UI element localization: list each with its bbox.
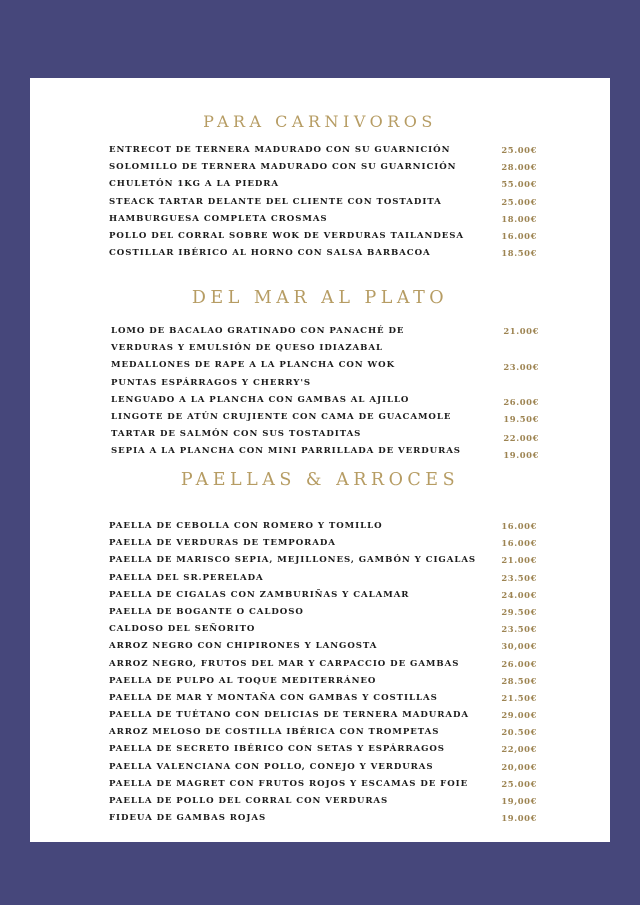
item-name: PAELLA DEL SR.PERELADA	[109, 572, 264, 583]
menu-item	[111, 443, 539, 460]
item-name: PAELLA DE MAR Y MONTAÑA CON GAMBAS Y COSTILLAS	[109, 692, 438, 703]
menu-item	[111, 409, 539, 426]
item-price: 25.00€	[501, 196, 537, 207]
section-title-carnivoros: PARA CARNIVOROS	[203, 112, 437, 131]
item-price: 29.50€	[501, 606, 537, 617]
item-price: 19.50€	[503, 413, 539, 424]
menu-item	[109, 707, 537, 724]
item-name: LENGUADO A LA PLANCHA CON GAMBAS AL AJILLO	[111, 394, 410, 405]
menu-item	[109, 776, 537, 793]
item-name: POLLO DEL CORRAL SOBRE WOK DE VERDURAS TAILANDESA	[109, 230, 465, 241]
item-price: 55.00€	[501, 179, 537, 190]
section-title-del-mar: DEL MAR AL PLATO	[191, 288, 449, 308]
menu-item	[109, 759, 537, 776]
item-price: 16.00€	[501, 521, 537, 531]
item-name: PAELLA DE VERDURAS DE TEMPORADA	[109, 538, 336, 549]
menu-item	[109, 793, 537, 810]
item-name: ARROZ NEGRO, FRUTOS DEL MAR Y CARPACCIO DE GAMBAS	[109, 658, 460, 669]
item-price: 25.00€	[501, 145, 537, 155]
item-price: 21.50€	[501, 692, 537, 703]
item-price: 29.00€	[501, 710, 537, 721]
item-name: PAELLA DE MAGRET CON FRUTOS ROJOS Y ESCAMAS DE FOIE	[109, 778, 469, 789]
item-name: LINGOTE DE ATÚN CRUJIENTE CON CAMA DE GUACAMOLE	[111, 411, 452, 422]
item-name: PAELLA DE PULPO AL TOQUE MEDITERRÁNEO	[109, 675, 377, 686]
item-name: SEPIA A LA PLANCHA CON MINI PARRILLADA DE VERDURAS	[111, 446, 461, 457]
menu-item	[111, 323, 539, 357]
item-price: 26.00€	[503, 396, 539, 407]
item-price: 23.50€	[501, 572, 537, 583]
item-name: CALDOSO DEL SEÑORITO	[109, 624, 256, 635]
item-price: 19,00€	[501, 796, 537, 806]
item-price: 28.00€	[501, 162, 537, 173]
menu-item	[109, 604, 537, 621]
menu-item	[109, 724, 537, 741]
menu-item	[109, 690, 537, 707]
menu-item	[111, 357, 539, 391]
menu-item	[109, 570, 537, 587]
item-price: 28.50€	[501, 675, 537, 686]
item-name: LOMO DE BACALAO GRATINADO CON PANACHÉ DE VERDURAS Y EMULSIÓN DE QUESO IDIAZABAL	[111, 326, 405, 354]
item-price: 16.00€	[501, 230, 537, 241]
item-price: 30,00€	[501, 641, 537, 652]
del-mar-list	[111, 323, 539, 461]
menu-item	[109, 245, 537, 262]
item-name: PAELLA DE MARISCO SEPIA, MEJILLONES, GAMBÓN Y CIGALAS	[109, 555, 477, 566]
item-price: 16.00€	[501, 538, 537, 549]
item-name: SOLOMILLO DE TERNERA MADURADO CON SU GUARNICIÓN	[109, 162, 457, 173]
item-price: 24.00€	[501, 589, 537, 600]
item-price: 18.50€	[501, 248, 537, 259]
item-price: 22,00€	[501, 744, 537, 755]
menu-item	[109, 228, 537, 245]
menu-item	[111, 392, 539, 409]
item-name: PAELLA DE CEBOLLA CON ROMERO Y TOMILLO	[109, 521, 383, 531]
item-price: 25.00€	[501, 778, 537, 789]
item-name: TARTAR DE SALMÓN CON SUS TOSTADITAS	[111, 429, 362, 440]
item-price: 18.00€	[501, 213, 537, 224]
menu-item	[109, 673, 537, 690]
item-name: PAELLA DE CIGALAS CON ZAMBURIÑAS Y CALAMAR	[109, 589, 410, 600]
item-name: ENTRECOT DE TERNERA MADURADO CON SU GUARNICIÓN	[109, 145, 451, 155]
menu-item	[109, 638, 537, 655]
item-name: COSTILLAR IBÉRICO AL HORNO CON SALSA BARBACOA	[109, 248, 431, 259]
item-name: ARROZ NEGRO CON CHIPIRONES Y LANGOSTA	[109, 641, 378, 652]
item-price: 22.00€	[503, 433, 539, 444]
item-price: 20,00€	[501, 761, 537, 772]
item-price: 21.00€	[501, 555, 537, 566]
item-price: 21.00€	[503, 326, 539, 336]
menu-item	[109, 741, 537, 758]
section-title-paellas: PAELLAS & ARROCES	[180, 470, 460, 490]
menu-item	[109, 621, 537, 638]
menu-item	[109, 518, 537, 535]
item-name: PAELLA DE BOGANTE O CALDOSO	[109, 606, 304, 617]
menu-card	[30, 78, 610, 842]
menu-item	[109, 656, 537, 673]
item-name: PAELLA DE SECRETO IBÉRICO CON SETAS Y ESPÁRRAGOS	[109, 744, 445, 755]
item-price: 19.00€	[501, 813, 537, 824]
paellas-list	[109, 518, 537, 827]
menu-item	[109, 552, 537, 569]
menu-item	[109, 194, 537, 211]
item-name: CHULETÓN 1KG A LA PIEDRA	[109, 179, 280, 190]
menu-item	[109, 176, 537, 193]
menu-item	[111, 426, 539, 443]
item-name: PAELLA DE TUÉTANO CON DELICIAS DE TERNERA MADURADA	[109, 710, 469, 721]
item-price: 23.00€	[503, 362, 539, 373]
item-price: 20.50€	[501, 727, 537, 738]
item-name: MEDALLONES DE RAPE A LA PLANCHA CON WOK PUNTAS ESPÁRRAGOS Y CHERRY'S	[111, 360, 396, 388]
item-name: PAELLA DE POLLO DEL CORRAL CON VERDURAS	[109, 796, 389, 806]
menu-item	[109, 159, 537, 176]
menu-item	[109, 587, 537, 604]
carnivoros-list	[109, 142, 537, 262]
item-name: FIDEUA DE GAMBAS ROJAS	[109, 813, 267, 824]
item-name: PAELLA VALENCIANA CON POLLO, CONEJO Y VERDURAS	[109, 761, 434, 772]
menu-item	[109, 211, 537, 228]
item-name: STEACK TARTAR DELANTE DEL CLIENTE CON TOSTADITA	[109, 196, 442, 207]
item-name: HAMBURGUESA COMPLETA CROSMAS	[109, 213, 328, 224]
item-price: 26.00€	[501, 658, 537, 669]
item-name: ARROZ MELOSO DE COSTILLA IBÉRICA CON TROMPETAS	[109, 727, 440, 738]
menu-item	[109, 535, 537, 552]
item-price: 23.50€	[501, 624, 537, 635]
menu-item	[109, 810, 537, 827]
item-price: 19.00€	[503, 450, 539, 461]
menu-item	[109, 142, 537, 159]
